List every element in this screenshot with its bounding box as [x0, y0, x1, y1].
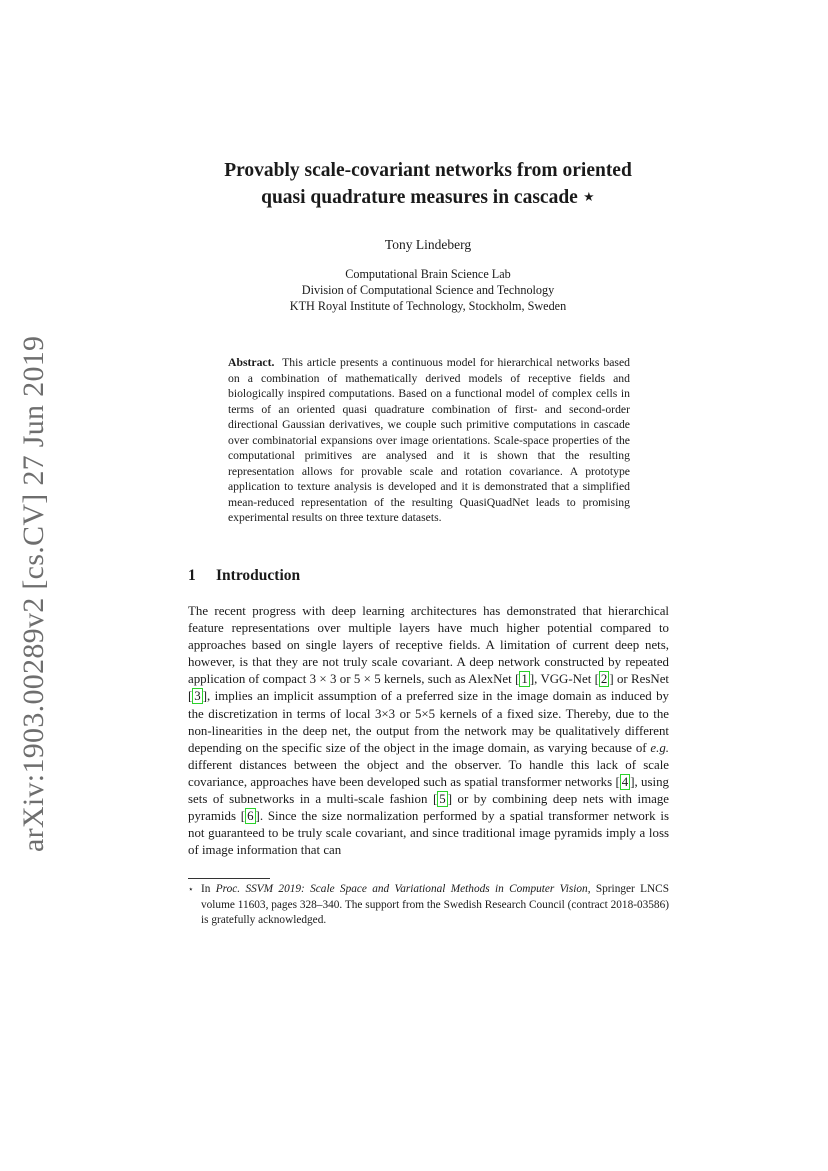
intro-text: The recent progress with deep learning architectures has demonstrated that hierarchical feature representations over multiple layers have much higher potential compared to approaches based on single layers of receptive fields. A limitation of current deep nets, however, is that they are not truly scale covariant. A deep network constructed by repeated application of compact 3 × 3 or 5 × 5 kernels, such as AlexNet — [188, 604, 669, 687]
footnote-text: , Springer LNCS volume 11603, pages 328–340. The support from the Swedish Research Council (contract 2018-03586) is gratefully acknowledged. — [201, 883, 669, 927]
intro-text: or ResNet — [613, 672, 669, 687]
section-heading — [188, 567, 668, 585]
author-name: Tony Lindeberg — [384, 237, 472, 252]
intro-text: . Since the size normalization performed by a spatial transformer network is not guaranteed to be truly scale covariant, and since traditional image pyramids imply a loss of image information that can — [188, 809, 669, 858]
affiliation-lab: Computational Brain Science Lab — [345, 267, 511, 281]
citation-link[interactable]: [ 4 ] — [615, 774, 635, 789]
intro-text: , implies an implicit assumption of a preferred size in the image domain as induced by the discretization in terms of local 3×3 or 5×5 kernels of a fixed size. Thereby, due to the non-linearities in the deep net, the output from the network may be qualitatively different depending on the specific size of the object in the image domain, as varying because of — [188, 689, 669, 755]
citation-number[interactable]: 4 — [621, 774, 629, 789]
footnote — [188, 882, 669, 929]
citation-link[interactable]: [ 2 ] — [594, 672, 614, 687]
section-number: 1 — [188, 567, 196, 584]
paper-title — [160, 157, 696, 211]
citation-number[interactable]: 5 — [439, 792, 446, 807]
footnote-text: In — [201, 883, 216, 895]
section-title: Introduction — [216, 567, 301, 584]
citation-number[interactable]: 6 — [247, 809, 254, 824]
intro-text: different distances between the object and the observer. To handle this lack of scale covariance, approaches have been developed such as spatial transformer networks — [188, 757, 669, 789]
affiliation-institute: KTH Royal Institute of Technology, Stockholm, Sweden — [289, 299, 567, 313]
citation-number[interactable]: 3 — [194, 689, 201, 704]
footnote-mark: ⋆ — [188, 884, 194, 894]
title-line-2: quasi quadrature measures in cascade ⋆ — [261, 187, 595, 208]
footnote-venue: Proc. SSVM 2019: Scale Space and Variational Methods in Computer Vision — [215, 883, 588, 895]
citation-number[interactable]: 2 — [600, 672, 608, 687]
affiliation — [160, 266, 696, 314]
title-line-1: Provably scale-covariant networks from oriented — [224, 160, 632, 181]
arxiv-identifier: arXiv:1903.00289v2 [cs.CV] 27 Jun 2019 — [17, 335, 50, 852]
citation-link[interactable]: [ 1 ] — [515, 672, 535, 687]
citation-number[interactable]: 1 — [521, 672, 528, 687]
citation-link[interactable]: [ 3 ] — [188, 689, 208, 704]
footnote-divider — [188, 878, 270, 879]
abstract — [228, 355, 630, 526]
intro-text: or by combining deep nets with image pyramids — [188, 792, 669, 824]
affiliation-division: Division of Computational Science and Technology — [301, 283, 555, 297]
citation-link[interactable]: [ 6 ] — [240, 809, 260, 824]
introduction-paragraph — [188, 603, 669, 859]
abstract-text: This article presents a continuous model for hierarchical networks based on a combination of mathematically derived models of receptive fields and biologically inspired computations. Based on a functional model of complex cells in terms of an oriented quasi quadrature combination of first- and second-order directional Gaussian derivatives, we couple such primitive computations in cascade over combinatorial expansions over image orientations. Scale-space properties of the computational primitives are analysed and it is shown that the resulting representation allows for provable scale and rotation covariance. A prototype application to texture analysis is developed and it is demonstrated that a simplified mean-reduced representation of the resulting QuasiQuadNet leads to promising experimental results on three texture datasets. — [228, 356, 630, 524]
abstract-label: Abstract. — [228, 356, 275, 369]
intro-text: , VGG-Net — [534, 672, 595, 687]
citation-link[interactable]: [ 5 ] — [432, 792, 452, 807]
intro-emphasis: e.g. — [650, 740, 669, 755]
intro-text: , using sets of subnetworks in a multi-scale fashion — [188, 774, 669, 807]
